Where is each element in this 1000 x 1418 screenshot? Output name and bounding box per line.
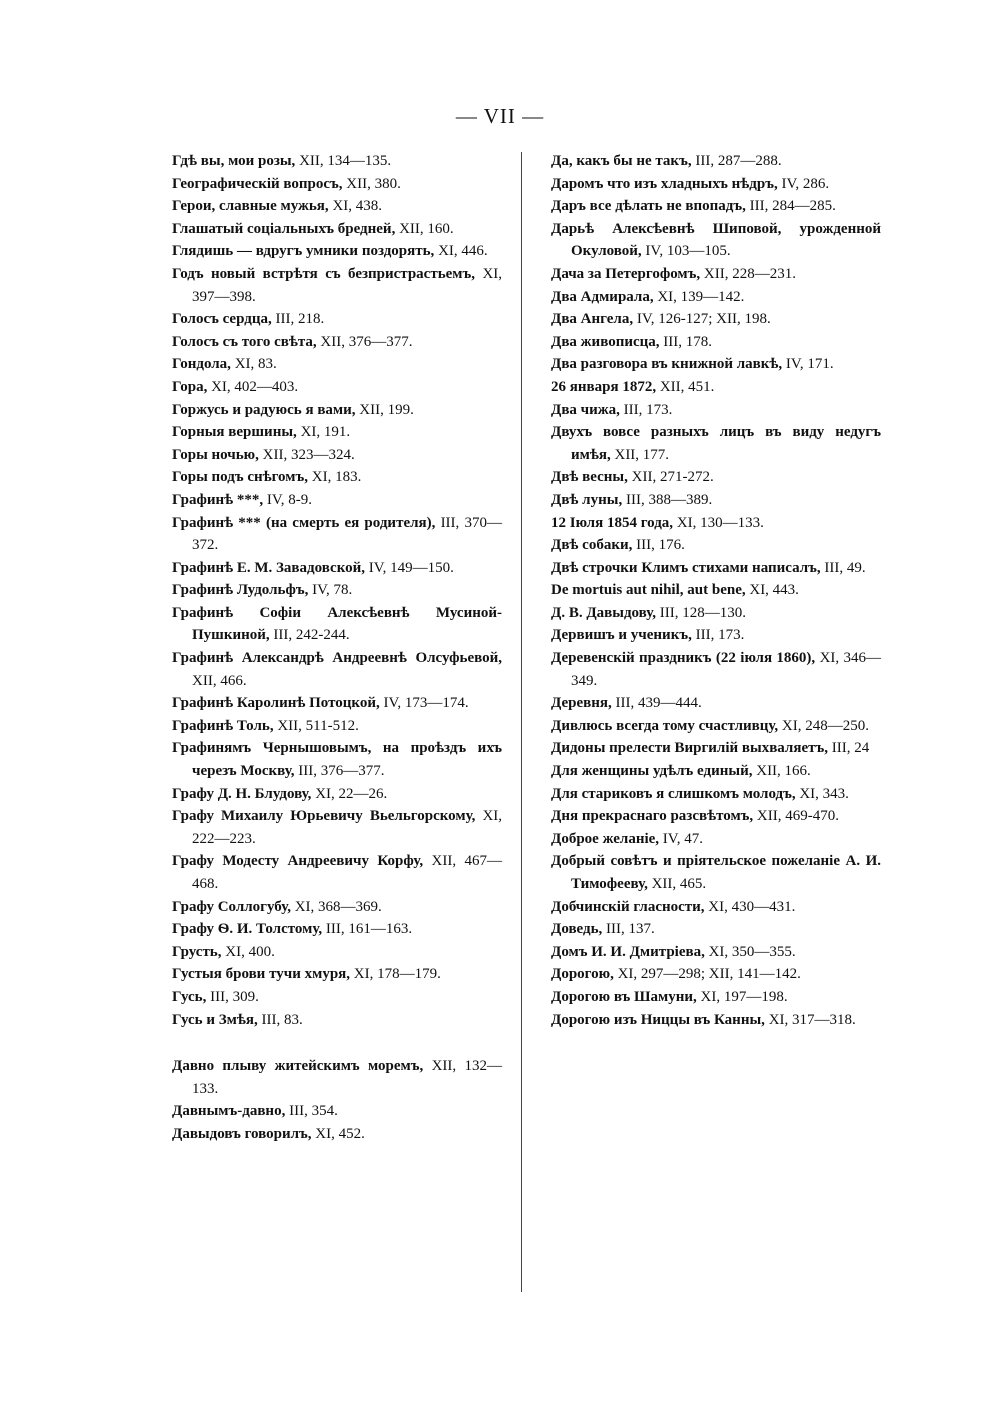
- entry-reference: XI, 400.: [225, 943, 275, 960]
- entry-title: Доброе желаніе,: [551, 830, 660, 847]
- entry-title: Дидоны прелести Виргилій выхваляетъ,: [551, 740, 828, 757]
- entry-title: Горы ночью,: [172, 446, 259, 463]
- index-entry: [172, 353, 502, 376]
- entry-reference: XI, 343.: [799, 785, 849, 802]
- entry-reference: XII, 166.: [756, 763, 811, 780]
- entry-title: Годъ новый встрѣтя съ безпристрастьемъ,: [172, 265, 476, 282]
- entry-title: Давнымъ-давно,: [172, 1103, 286, 1120]
- entry-reference: XII, 228—231.: [703, 265, 796, 282]
- index-entry: [172, 173, 502, 196]
- page-number: — VII —: [455, 104, 545, 128]
- entry-title: Графинямъ Чернышовымъ, на проѣздъ ихъ черезъ Москву,: [172, 740, 502, 780]
- index-entry: [551, 805, 881, 828]
- entry-title: Для женщины удѣлъ единый,: [551, 763, 753, 780]
- index-entry: [551, 489, 881, 512]
- entry-title: Дорогою,: [551, 966, 614, 983]
- entry-title: Двухъ вовсе разныхъ лицъ въ виду недугъ имѣя,: [551, 424, 881, 463]
- entry-title: Дорогою въ Шамуни,: [551, 988, 697, 1005]
- index-entry: [551, 308, 881, 331]
- index-entry: [551, 624, 881, 647]
- entry-reference: XII, 271-272.: [631, 469, 714, 486]
- entry-reference: III, 284—285.: [749, 198, 836, 215]
- index-entry: [551, 579, 881, 602]
- entry-title: Глядишь — вдругъ умники поздорять,: [172, 243, 435, 260]
- index-entry: [551, 986, 881, 1009]
- entry-reference: XI, 438.: [332, 198, 383, 215]
- index-column-right: [551, 150, 881, 1031]
- entry-title: Гдѣ вы, мои розы,: [172, 153, 296, 169]
- entry-title: Голосъ съ того свѣта,: [172, 333, 317, 350]
- entry-reference: XI, 368—369.: [294, 898, 382, 915]
- entry-title: Густыя брови тучи хмуря,: [172, 966, 351, 983]
- index-entry: [551, 1009, 881, 1032]
- entry-title: Горныя вершины,: [172, 424, 297, 441]
- entry-title: Два Адмирала,: [551, 288, 654, 305]
- index-entry: [551, 286, 881, 309]
- entry-reference: XI, 446.: [438, 243, 488, 260]
- entry-title: Графинѣ Е. М. Завадовской,: [172, 559, 366, 576]
- entry-reference: IV, 103—105.: [645, 243, 731, 260]
- entry-reference: XII, 467—468.: [192, 853, 502, 892]
- entry-reference: XII, 134—135.: [299, 153, 392, 169]
- index-entry: [172, 376, 502, 399]
- index-entry: [172, 647, 502, 692]
- index-entry: [551, 173, 881, 196]
- entry-reference: III, 309.: [210, 988, 259, 1005]
- entry-title: Горжусь и радуюсь я вами,: [172, 401, 356, 418]
- entry-title: Два разговора въ книжной лавкѣ,: [551, 356, 783, 373]
- index-entry: [172, 308, 502, 331]
- entry-reference: XII, 380.: [346, 175, 401, 192]
- entry-reference: XII, 376—377.: [320, 333, 413, 350]
- entry-title: 26 января 1872,: [551, 378, 657, 395]
- index-entry: [172, 1009, 502, 1032]
- entry-title: Дорогою изъ Ниццы въ Канны,: [551, 1011, 765, 1028]
- index-entry: [551, 602, 881, 625]
- entry-reference: III, 173.: [623, 401, 673, 418]
- entry-title: Дарьѣ Алексѣевнѣ Шиповой, урожденной Окуловой,: [551, 220, 881, 260]
- index-entry: [172, 1055, 502, 1100]
- entry-reference: XI, 443.: [749, 582, 799, 599]
- entry-title: Двѣ собаки,: [551, 537, 633, 554]
- entry-reference: XII, 177.: [614, 446, 670, 463]
- index-entry: [172, 399, 502, 422]
- entry-title: Голосъ сердца,: [172, 311, 272, 328]
- entry-reference: XII, 466.: [192, 672, 247, 689]
- entry-title: Да, какъ бы не такъ,: [551, 153, 692, 169]
- index-entry: [172, 1123, 502, 1146]
- index-entry: [551, 150, 881, 173]
- entry-title: Даромъ что изъ хладныхъ нѣдръ,: [551, 175, 778, 192]
- entry-reference: III, 218.: [275, 311, 325, 328]
- entry-reference: XI, 197—198.: [700, 988, 788, 1005]
- entry-reference: XI, 22—26.: [315, 785, 388, 802]
- entry-reference: IV, 171.: [785, 356, 834, 373]
- entry-title: Добрый совѣтъ и пріятельское пожеланіе А. И. Тимофееву,: [551, 853, 881, 892]
- entry-reference: IV, 47.: [662, 830, 703, 847]
- index-entry: [172, 579, 502, 602]
- entry-reference: IV, 286.: [781, 175, 830, 192]
- entry-title: Гусь и Змѣя,: [172, 1011, 258, 1028]
- index-entry: [551, 692, 881, 715]
- index-entry: [551, 850, 881, 895]
- entry-reference: XII, 465.: [651, 876, 707, 892]
- index-entry: [551, 783, 881, 806]
- entry-reference: XI, 317—318.: [768, 1011, 856, 1028]
- entry-reference: XI, 297—298; XII, 141—142.: [617, 966, 801, 983]
- entry-reference: XI, 183.: [311, 469, 362, 486]
- entry-title: Графинѣ *** (на смерть ея родителя),: [172, 514, 436, 531]
- section-gap: [172, 1031, 502, 1055]
- entry-title: Давно плыву житейскимъ моремъ,: [172, 1058, 424, 1075]
- entry-title: Дивлюсь всегда тому счастливцу,: [551, 717, 779, 734]
- index-entry: [172, 331, 502, 354]
- index-entry: [172, 489, 502, 512]
- entry-reference: XI, 139—142.: [657, 288, 745, 305]
- index-entry: [172, 1100, 502, 1123]
- entry-reference: IV, 149—150.: [368, 559, 454, 576]
- entry-reference: XI, 222—223.: [192, 808, 503, 847]
- index-column-left: [172, 150, 502, 1146]
- entry-title: Графу Д. Н. Блудову,: [172, 785, 312, 802]
- entry-title: Географическій вопросъ,: [172, 175, 343, 192]
- index-entry: [551, 512, 881, 535]
- entry-reference: XI, 178—179.: [353, 966, 441, 983]
- entry-reference: XII, 132—133.: [192, 1058, 503, 1097]
- index-entry: [551, 941, 881, 964]
- index-entry: [172, 444, 502, 467]
- entry-reference: III, 388—389.: [625, 491, 713, 508]
- index-entry: [172, 963, 502, 986]
- index-entry: [551, 421, 881, 466]
- index-entry: [551, 376, 881, 399]
- entry-title: Графинѣ Толь,: [172, 717, 274, 734]
- entry-reference: III, 287—288.: [695, 153, 782, 169]
- entry-title: Графу Модесту Андреевичу Корфу,: [172, 853, 424, 870]
- entry-reference: XII, 511-512.: [277, 717, 359, 734]
- index-entry: [551, 918, 881, 941]
- entry-reference: XI, 430—431.: [708, 898, 796, 915]
- index-entry: [551, 399, 881, 422]
- index-entry: [551, 896, 881, 919]
- entry-reference: XI, 452.: [315, 1125, 365, 1142]
- index-entry: [172, 263, 502, 308]
- entry-title: Горы подъ снѣгомъ,: [172, 469, 308, 486]
- entry-reference: XII, 323—324.: [262, 446, 355, 463]
- entry-title: Графинѣ ***,: [172, 491, 264, 508]
- entry-title: De mortuis aut nihil, aut bene,: [551, 582, 746, 599]
- entry-reference: III, 242-244.: [273, 627, 350, 644]
- entry-title: Для стариковъ я слишкомъ молодъ,: [551, 785, 796, 802]
- index-entry: [172, 602, 502, 647]
- entry-reference: III, 161—163.: [325, 921, 413, 938]
- entry-title: Двѣ луны,: [551, 491, 623, 508]
- entry-reference: III, 176.: [636, 537, 685, 554]
- index-entry: [172, 218, 502, 241]
- index-entry: [551, 263, 881, 286]
- entry-title: Дня прекраснаго разсвѣтомъ,: [551, 808, 754, 825]
- index-entry: [551, 760, 881, 783]
- entry-title: Графу Михаилу Юрьевичу Вьельгорскому,: [172, 808, 476, 825]
- entry-title: Два чижа,: [551, 401, 620, 418]
- entry-reference: III, 49.: [824, 559, 866, 576]
- index-entry: [551, 534, 881, 557]
- index-entry: [551, 466, 881, 489]
- entry-reference: XI, 130—133.: [676, 514, 764, 531]
- entry-title: Герои, славные мужья,: [172, 198, 329, 215]
- index-entry: [172, 737, 502, 782]
- entry-title: Дервишъ и ученикъ,: [551, 627, 692, 644]
- entry-reference: III, 370—372.: [192, 514, 502, 554]
- index-entry: [172, 918, 502, 941]
- entry-title: Графинѣ Александрѣ Андреевнѣ Олсуфьевой,: [172, 650, 502, 667]
- entry-title: Гондола,: [172, 356, 231, 373]
- entry-reference: III, 83.: [261, 1011, 303, 1028]
- index-entry: [172, 692, 502, 715]
- index-entry: [172, 195, 502, 218]
- entry-title: Давыдовъ говорилъ,: [172, 1125, 312, 1142]
- index-entry: [551, 715, 881, 738]
- index-entry: [172, 512, 502, 557]
- index-entry: [551, 331, 881, 354]
- entry-title: Графу Соллогубу,: [172, 898, 291, 915]
- entry-reference: III, 376—377.: [298, 763, 385, 780]
- entry-reference: III, 439—444.: [615, 695, 702, 712]
- entry-reference: XII, 199.: [359, 401, 414, 418]
- entry-title: Графинѣ Каролинѣ Потоцкой,: [172, 695, 380, 712]
- column-divider: [521, 152, 522, 1292]
- entry-title: Д. В. Давыдову,: [551, 604, 657, 621]
- entry-title: Глашатый соціальныхъ бредней,: [172, 220, 396, 237]
- entry-reference: XI, 346—349.: [571, 650, 882, 689]
- entry-reference: IV, 126-127; XII, 198.: [636, 311, 771, 328]
- entry-reference: III, 24: [831, 740, 870, 757]
- index-entry: [551, 557, 881, 580]
- entry-title: Графинѣ Лудольфъ,: [172, 582, 309, 599]
- index-entry: [172, 421, 502, 444]
- entry-title: Гора,: [172, 378, 208, 395]
- entry-reference: III, 137.: [606, 921, 655, 938]
- entry-title: Даръ все дѣлать не впопадъ,: [551, 198, 746, 215]
- entry-reference: XI, 191.: [300, 424, 351, 441]
- index-entry: [172, 466, 502, 489]
- entry-title: Двѣ строчки Климъ стихами написалъ,: [551, 559, 821, 576]
- entry-reference: IV, 173—174.: [383, 695, 469, 712]
- index-entry: [551, 353, 881, 376]
- entry-reference: XII, 469-470.: [756, 808, 839, 825]
- index-entry: [551, 737, 881, 760]
- entry-reference: III, 178.: [663, 333, 713, 350]
- entry-title: Два Ангела,: [551, 311, 634, 328]
- entry-title: Графу Ѳ. И. Толстому,: [172, 921, 323, 938]
- index-entry: [172, 896, 502, 919]
- entry-reference: XII, 160.: [399, 220, 454, 237]
- entry-title: Доведь,: [551, 921, 603, 938]
- index-entry: [172, 715, 502, 738]
- index-entry: [172, 941, 502, 964]
- index-entry: [551, 828, 881, 851]
- entry-reference: III, 173.: [695, 627, 745, 644]
- index-entry: [172, 240, 502, 263]
- entry-reference: XI, 402—403.: [211, 378, 299, 395]
- entry-title: Графинѣ Софіи Алексѣевнѣ Мусиной-Пушкиной,: [172, 604, 502, 644]
- entry-reference: IV, 78.: [312, 582, 353, 599]
- entry-title: Деревня,: [551, 695, 612, 712]
- entry-reference: III, 128—130.: [659, 604, 747, 621]
- entry-title: 12 Іюля 1854 года,: [551, 514, 674, 531]
- entry-title: Двѣ весны,: [551, 469, 628, 486]
- index-entry: [172, 986, 502, 1009]
- entry-reference: XI, 350—355.: [708, 943, 796, 960]
- index-entry: [551, 647, 881, 692]
- entry-reference: XII, 451.: [659, 378, 715, 395]
- index-entry: [172, 783, 502, 806]
- index-entry: [172, 150, 502, 173]
- index-entry: [551, 218, 881, 263]
- entry-reference: IV, 8-9.: [266, 491, 312, 508]
- entry-title: Гусь,: [172, 988, 207, 1005]
- entry-title: Добчинскій гласности,: [551, 898, 705, 915]
- index-entry: [172, 805, 502, 850]
- index-entry: [551, 195, 881, 218]
- entry-reference: XI, 83.: [234, 356, 277, 373]
- entry-reference: XI, 248—250.: [781, 717, 869, 734]
- entry-title: Деревенскій праздникъ (22 іюля 1860),: [551, 650, 816, 667]
- entry-reference: III, 354.: [289, 1103, 338, 1120]
- index-entry: [172, 850, 502, 895]
- entry-title: Домъ И. И. Дмитріева,: [551, 943, 705, 960]
- entry-reference: XI, 397—398.: [192, 265, 503, 305]
- entry-title: Два живописца,: [551, 333, 660, 350]
- entry-title: Дача за Петергофомъ,: [551, 265, 701, 282]
- entry-title: Грусть,: [172, 943, 222, 960]
- index-entry: [172, 557, 502, 580]
- index-entry: [551, 963, 881, 986]
